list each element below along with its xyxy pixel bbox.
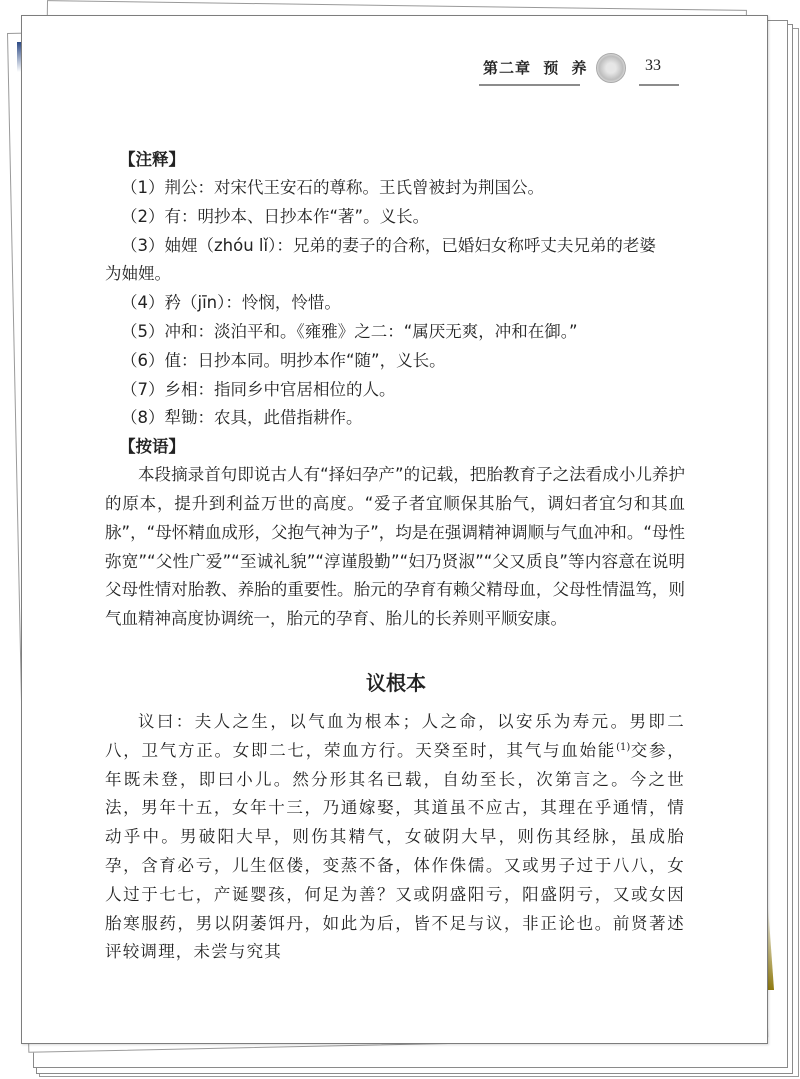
note-number: （2） xyxy=(121,206,165,226)
classical-text-paragraph xyxy=(105,708,685,967)
notes-heading: 【注释】 xyxy=(119,150,185,169)
page-body xyxy=(107,146,685,967)
note-text: 矜（jīn）：怜悯，怜惜。 xyxy=(164,293,341,313)
classical-text: 议曰：夫人之生，以气血为根本；人之命，以安乐为寿元。男即二八，卫气方正。女即二七，荣血方行。天癸至时，其气与血始能 xyxy=(105,711,685,760)
note-item xyxy=(121,376,685,405)
note-item xyxy=(121,347,685,376)
note-number: （6） xyxy=(121,350,165,370)
note-number: （1） xyxy=(121,178,165,197)
note-text: 乡相：指同乡中官居相位的人。 xyxy=(164,379,396,399)
commentary-paragraph: 本段摘录首句即说古人有“择妇孕产”的记载，把胎教育子之法看成小儿养护的原本，提升到利益万世的高度。“爱子者宜顺保其胎气，调妇者宜匀和其血脉”，“母怀精血成形，父抱气神为子”，均是在强调精神调顺与气血冲和。“母性弥宽”“父性广爱”“至诚礼貌”“淳谨殷勤”“妇乃贤淑”“父又质良”等内容意在说明父母性情对胎教、养胎的重要性。胎元的孕育有赖父精母血，父母性情温笃，则气血精神高度协调统一，胎元的孕育、胎儿的长养则平顺安康。 xyxy=(105,465,685,629)
note-item xyxy=(121,404,685,433)
header-rule-right xyxy=(639,84,679,86)
section-title: 议根本 xyxy=(366,670,426,695)
running-header xyxy=(436,44,686,84)
note-number: （8） xyxy=(121,408,165,428)
note-text: 有：明抄本、日抄本作“著”。义长。 xyxy=(164,206,430,226)
note-number: （7） xyxy=(121,379,165,399)
chapter-heading: 第二章 预 养 xyxy=(483,59,588,77)
classical-text: 交参，年既未登，即曰小儿。然分形其名已载，自幼至长，次第言之。今之世法，男年十五，女年十三，乃通嫁娶，其道虽不应古，其理在乎通情，情动乎中。男破阳大早，则伤其精气，女破阴大早，则伤其经脉，虽成胎孕，含育必亏，儿生伛偻，变蒸不备，体作侏儒。又或男子过于八八，女人过于七七，产诞婴孩，何足为善？又或阴盛阳亏，阳盛阴亏，又或女因胎寒服药，男以阴萎饵丹，如此为后，皆不足与议，非正论也。前贤著述评较调理，未尝与究其 xyxy=(105,740,685,962)
note-number: （4） xyxy=(121,293,165,313)
header-rule-left xyxy=(479,84,580,86)
note-item xyxy=(121,174,685,203)
note-text: 荆公：对宋代王安石的尊称。王氏曾被封为荆国公。 xyxy=(164,178,544,197)
note-number: （5） xyxy=(121,321,165,341)
note-text: 值：日抄本同。明抄本作“随”，义长。 xyxy=(164,350,446,370)
note-text: 冲和：淡泊平和。《雍雅》之二：“属厌无爽，冲和在御。” xyxy=(164,321,578,341)
footnote-marker[interactable]: (1) xyxy=(616,741,631,753)
commentary-heading: 【按语】 xyxy=(119,437,185,457)
note-text: 妯娌（zhóu lǐ）：兄弟的妻子的合称，已婚妇女称呼丈夫兄弟的老婆 xyxy=(164,235,656,255)
note-number: （3） xyxy=(121,235,165,255)
note-item xyxy=(121,318,685,347)
note-item xyxy=(121,232,685,261)
note-item xyxy=(121,289,685,318)
note-text: 犁锄：农具，此借指耕作。 xyxy=(164,408,363,428)
note-item xyxy=(121,203,685,232)
note-text-continuation: 为妯娌。 xyxy=(105,264,171,284)
page-number: 33 xyxy=(645,57,661,74)
floral-medallion-icon xyxy=(596,53,626,83)
